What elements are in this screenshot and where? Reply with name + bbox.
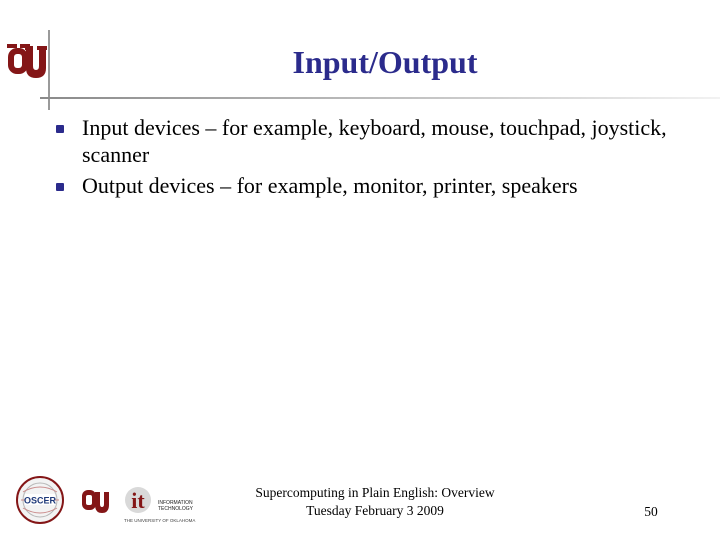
bullet-list (54, 114, 694, 203)
bullet-item (54, 114, 694, 168)
footer-text (220, 484, 530, 520)
bullet-text: Input devices – for example, keyboard, mouse, touchpad, joystick, scanner (82, 115, 667, 167)
bullet-text: Output devices – for example, monitor, printer, speakers (82, 173, 578, 198)
svg-text:OSCER: OSCER (23, 495, 57, 506)
oscer-logo-icon (17, 477, 63, 523)
footer-line-2: Tuesday February 3 2009 (306, 503, 444, 518)
svg-text:TECHNOLOGY: TECHNOLOGY (158, 506, 194, 512)
header-horizontal-rule (40, 97, 720, 99)
it-logo-icon (124, 487, 195, 523)
bullet-square-icon (56, 183, 64, 191)
bullet-item (54, 172, 694, 199)
svg-text:it: it (131, 488, 145, 513)
ou-logo-icon (6, 38, 48, 94)
svg-text:THE UNIVERSITY OF OKLAHOMA: THE UNIVERSITY OF OKLAHOMA (124, 518, 196, 523)
footer-line-1: Supercomputing in Plain English: Overview (255, 485, 495, 500)
bullet-square-icon (56, 125, 64, 133)
page-number: 50 (644, 504, 658, 519)
footer-logos (14, 476, 214, 528)
ou-footer-logo-icon (82, 490, 109, 513)
slide-title: Input/Output (292, 44, 478, 80)
svg-text:INFORMATION: INFORMATION (158, 500, 193, 506)
